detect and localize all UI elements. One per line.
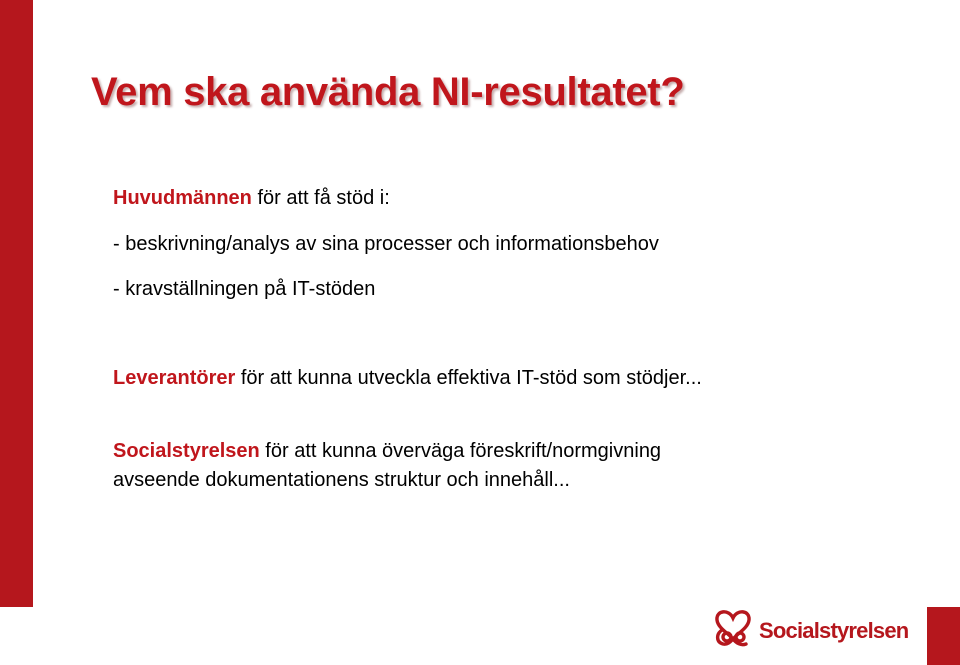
logo-wordmark: Socialstyrelsen: [759, 618, 909, 643]
bullet-requirements: - kravställningen på IT-stöden: [113, 278, 376, 300]
slide-title: Vem ska använda NI-resultatet?: [91, 70, 685, 114]
socialstyrelsen-label: Socialstyrelsen: [113, 440, 260, 462]
leverantorer-label: Leverantörer: [113, 367, 236, 389]
huvudman-label: Huvudmännen: [113, 187, 252, 209]
leverantorer-line: [113, 366, 702, 390]
socialstyrelsen-continuation: avseende dokumentationens struktur och innehåll...: [113, 469, 570, 491]
huvudman-text: för att få stöd i:: [251, 187, 390, 209]
leverantorer-text: för att kunna utveckla effektiva IT-stöd som stödjer...: [235, 367, 702, 389]
corner-accent-block: [927, 607, 960, 665]
socialstyrelsen-line: [113, 439, 661, 463]
left-accent-bar: [0, 0, 33, 607]
socialstyrelsen-logo: [712, 606, 909, 650]
huvudman-line: [113, 186, 390, 210]
socialstyrelsen-text: för att kunna överväga föreskrift/normgivning: [259, 440, 662, 462]
heart-emblem-icon: [712, 606, 756, 650]
bullet-processes: - beskrivning/analys av sina processer och informationsbehov: [113, 233, 659, 255]
